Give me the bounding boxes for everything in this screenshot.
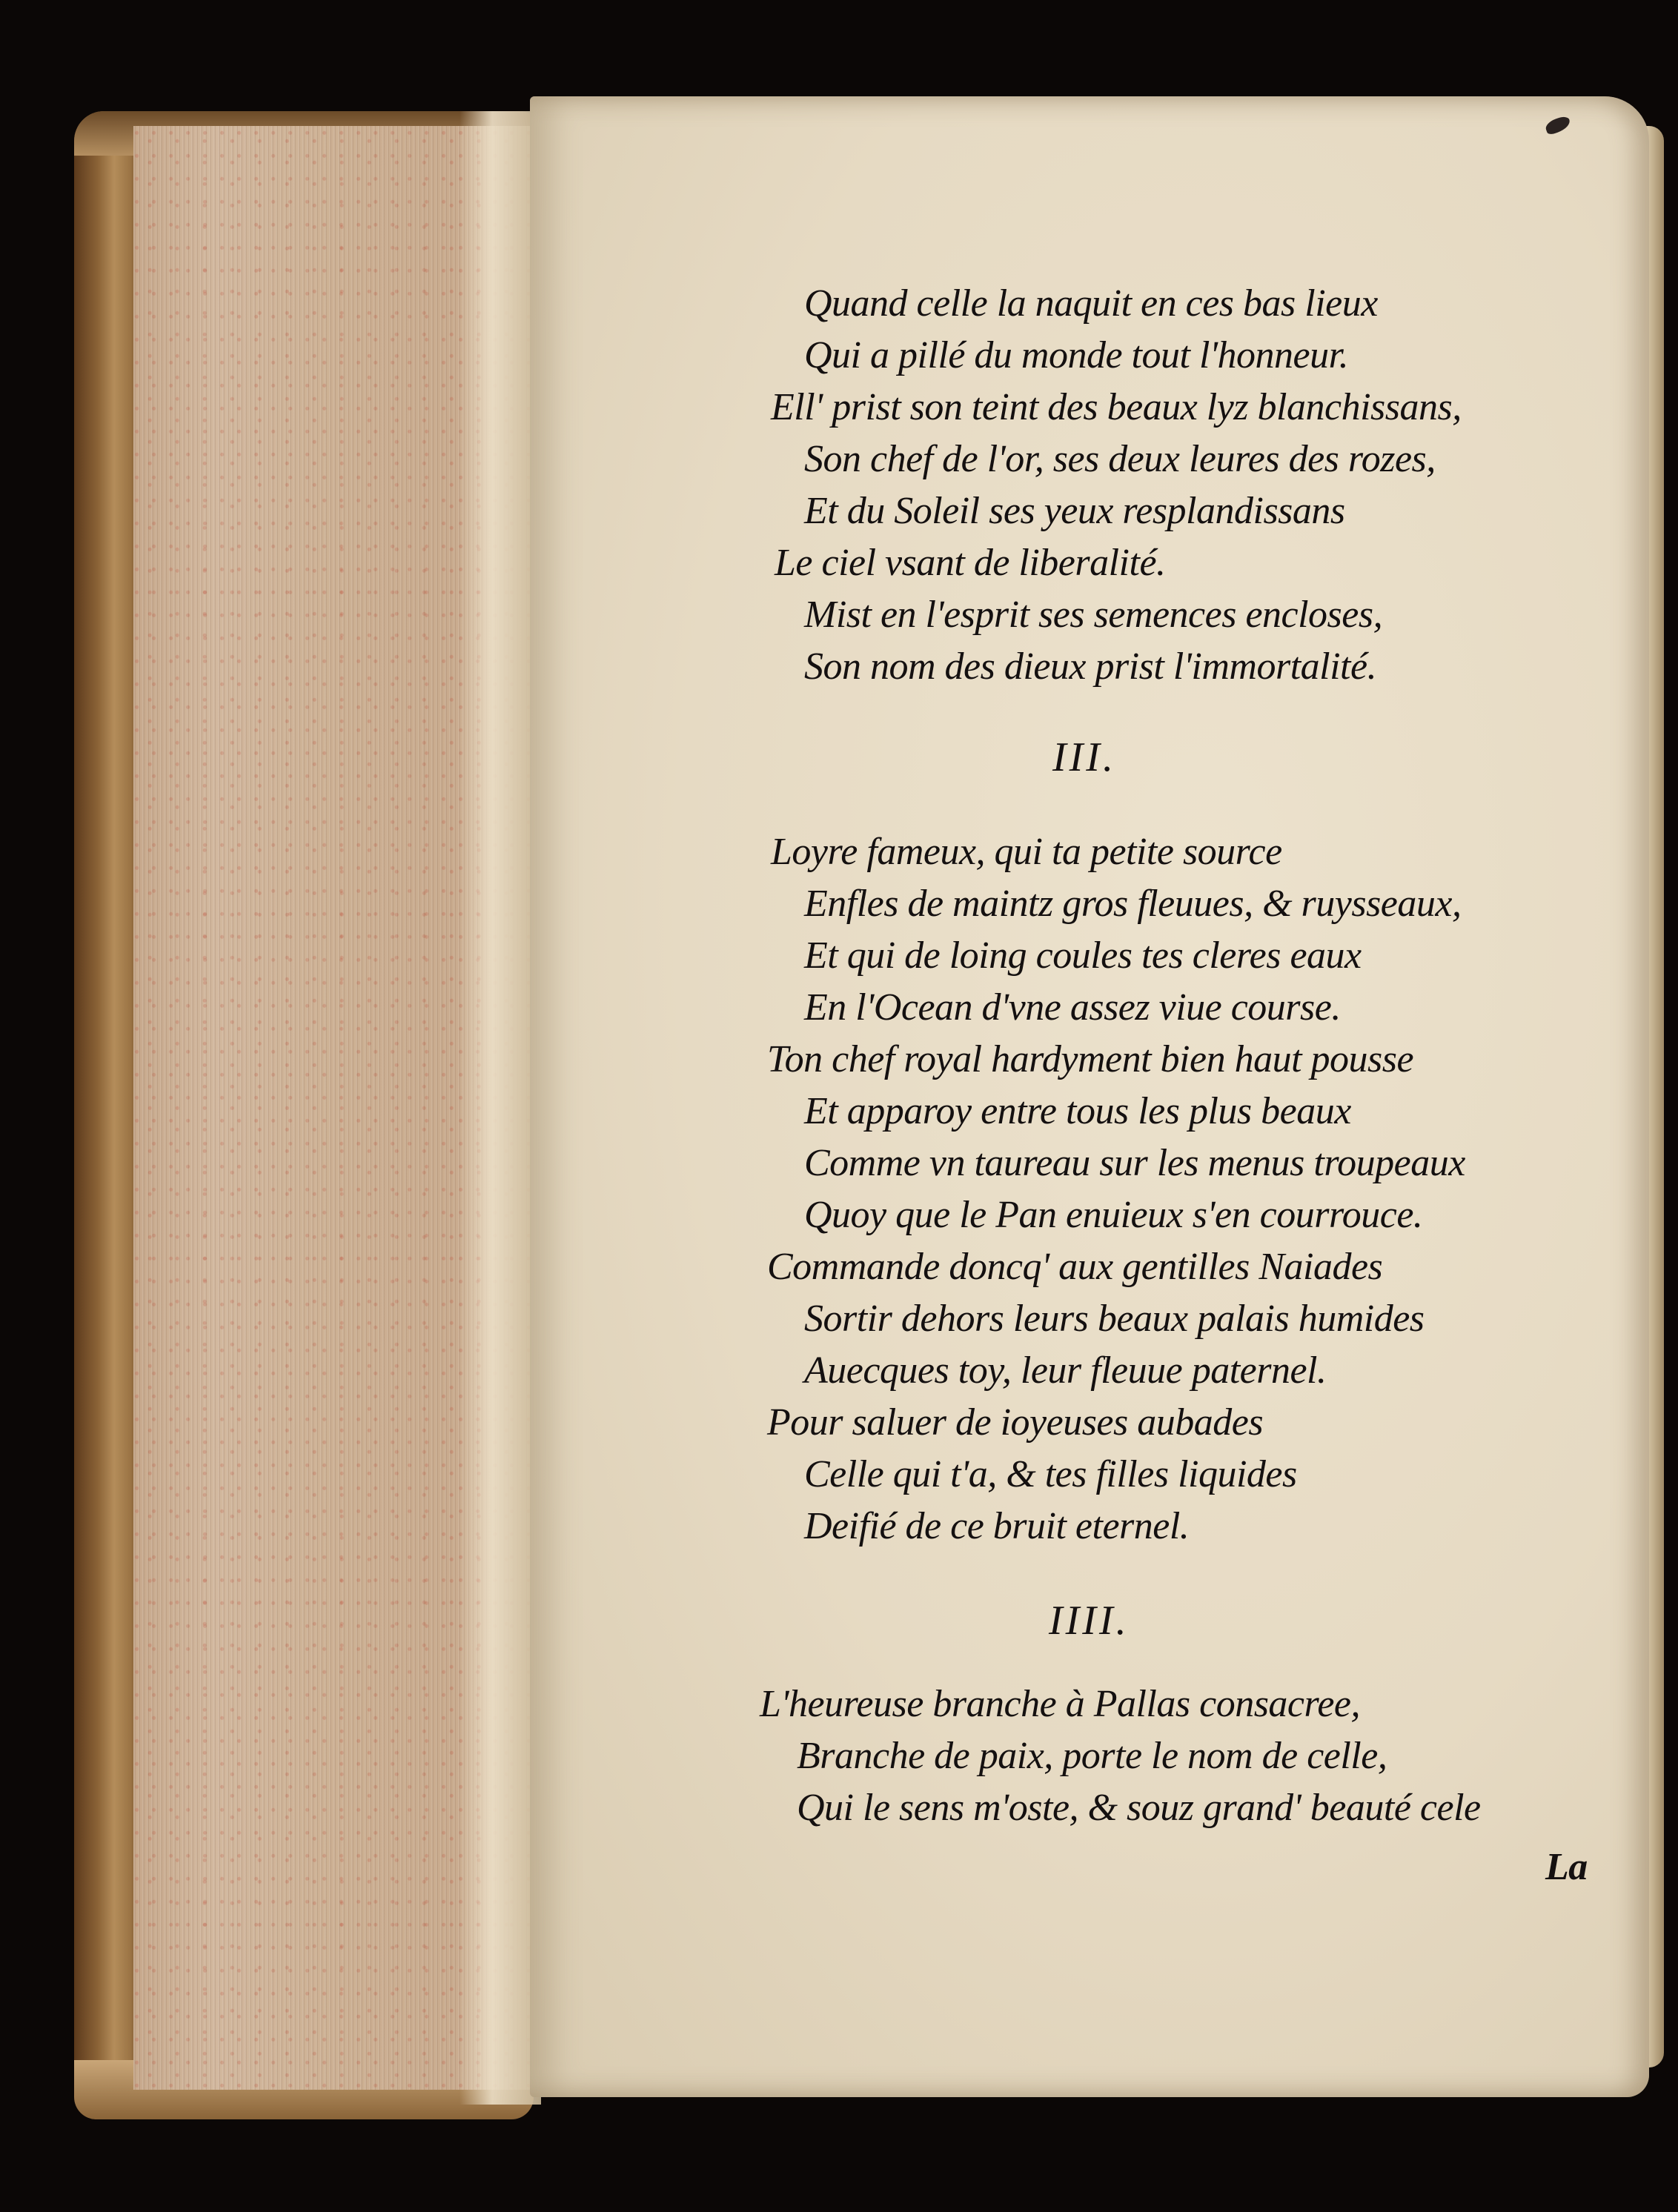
verse-line: Son nom des dieux prist l'immortalité. [804,645,1377,688]
verse-line: Mist en l'esprit ses semences encloses, [804,594,1383,636]
verse-line: Quoy que le Pan enuieux s'en courrouce. [804,1194,1423,1236]
verse-line: Auecques toy, leur fleuue paternel. [804,1349,1327,1392]
catchword: La [1545,1846,1588,1888]
verse-line: Sortir dehors leurs beaux palais humides [804,1298,1425,1340]
section-heading-iiii: IIII. [1049,1598,1130,1644]
verse-line: Et du Soleil ses yeux resplandissans [804,490,1345,532]
verse-line: Le ciel vsant de liberalité. [775,542,1166,584]
verse-line: Ell' prist son teint des beaux lyz blanchissans, [771,386,1462,428]
verse-line: Commande doncq' aux gentilles Naiades [767,1246,1383,1288]
verse-line: Enfles de maintz gros fleuues, & ruysseaux, [804,883,1462,925]
verse-line: Loyre fameux, qui ta petite source [771,831,1282,873]
verse-line: Et apparoy entre tous les plus beaux [804,1090,1351,1132]
verse-line: Quand celle la naquit en ces bas lieux [804,282,1378,325]
verse-line: Et qui de loing coules tes cleres eaux [804,934,1362,977]
verse-line: Celle qui t'a, & tes filles liquides [804,1453,1297,1495]
verse-line: Branche de paix, porte le nom de celle, [797,1735,1387,1777]
verse-line: Comme vn taureau sur les menus troupeaux [804,1142,1465,1184]
verse-line: Qui a pillé du monde tout l'honneur. [804,334,1349,376]
book-cover-spine [74,111,141,2105]
verse-line: Deifié de ce bruit eternel. [804,1505,1190,1547]
verse-line: Qui le sens m'oste, & souz grand' beauté cele [797,1787,1481,1829]
verse-line: En l'Ocean d'vne assez viue course. [804,986,1341,1029]
verse-line: Ton chef royal hardyment bien haut pousse [767,1038,1414,1080]
verse-line: Pour saluer de ioyeuses aubades [767,1401,1264,1444]
verse-line: L'heureuse branche à Pallas consacree, [760,1683,1360,1725]
page-gutter-shade [460,111,541,2105]
verse-line: Son chef de l'or, ses deux leures des rozes, [804,438,1436,480]
section-heading-iii: III. [1052,734,1116,780]
